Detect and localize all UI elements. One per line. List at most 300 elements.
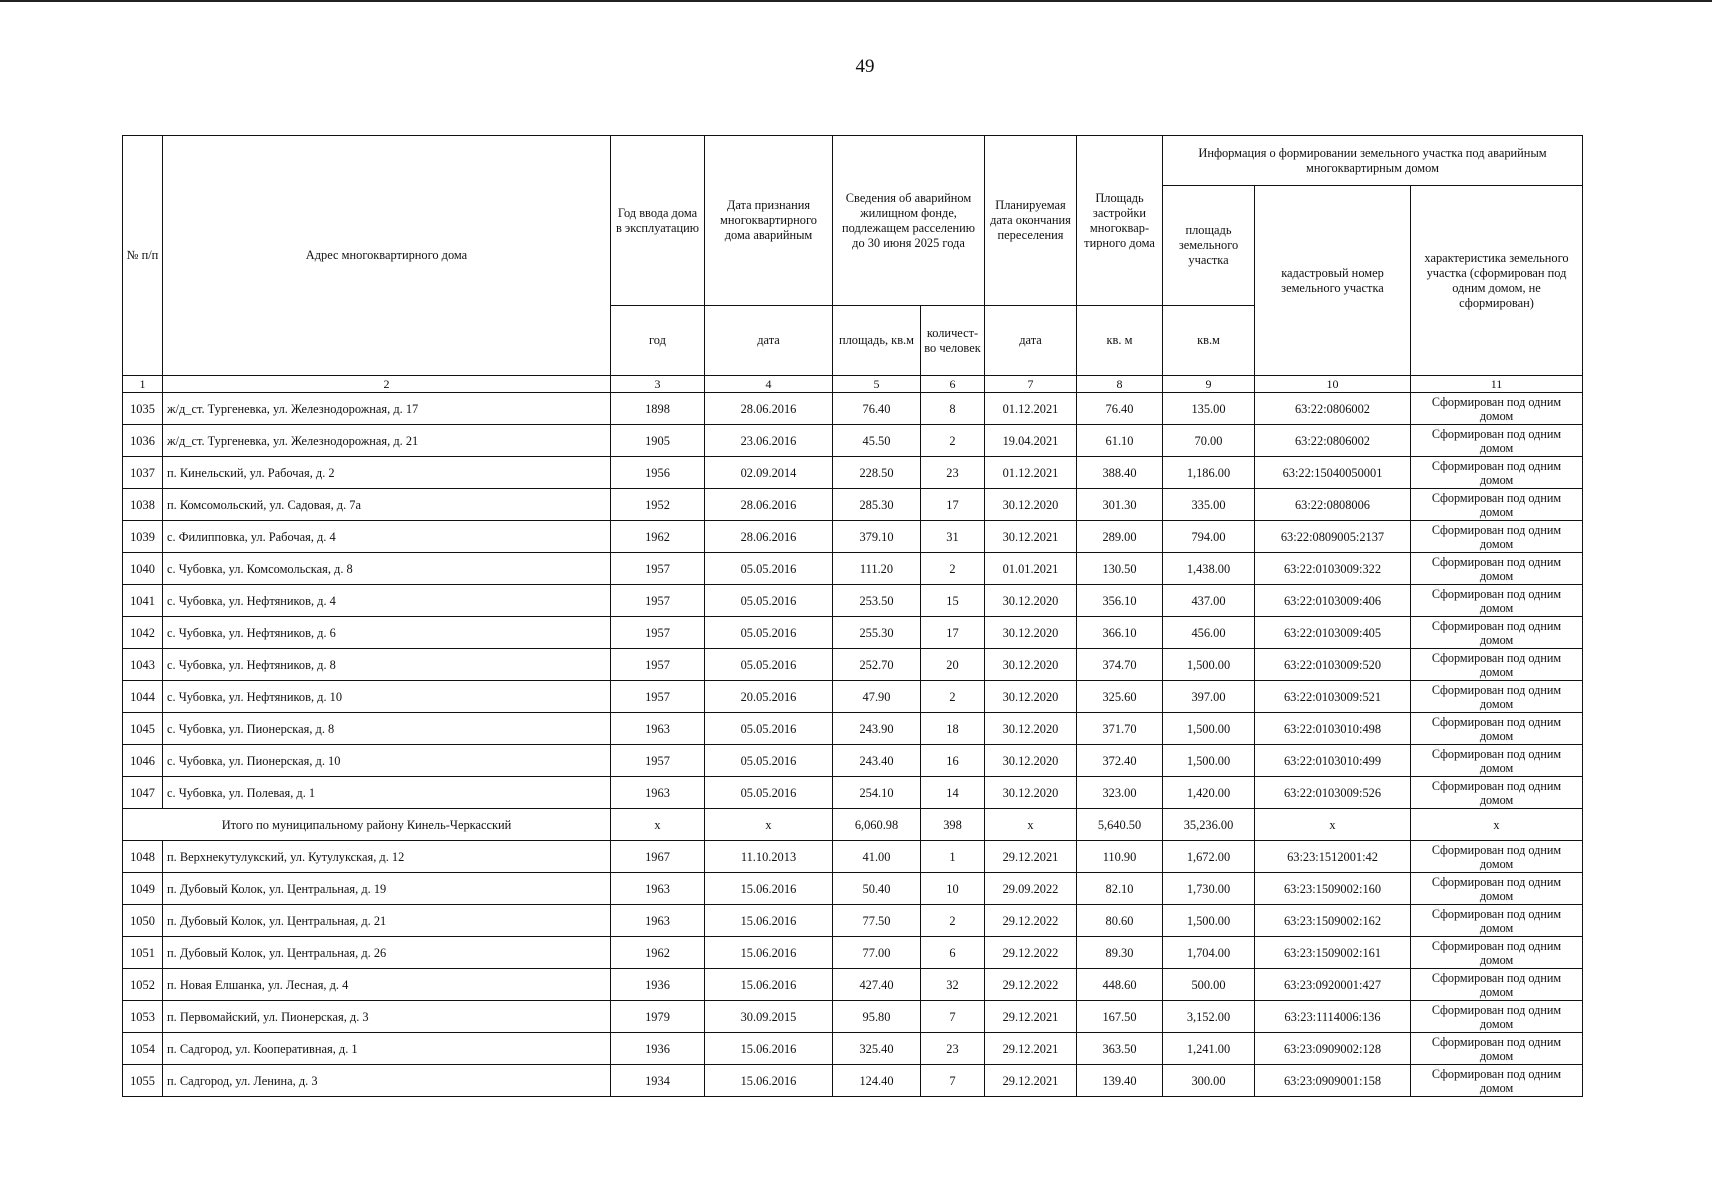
cell-land-area: 397.00 bbox=[1163, 681, 1255, 713]
cell-building-area: 366.10 bbox=[1077, 617, 1163, 649]
cell-npp: 1040 bbox=[123, 553, 163, 585]
characteristic-line: Сформирован под одним bbox=[1431, 522, 1562, 537]
characteristic-line: домом bbox=[1479, 408, 1514, 423]
cell-planned-date: 30.12.2020 bbox=[985, 745, 1077, 777]
cell-address: п. Верхнекутулукский, ул. Кутулукская, д. 12 bbox=[163, 841, 611, 873]
cell-people: 31 bbox=[921, 521, 985, 553]
cell-recognition-date: 28.06.2016 bbox=[705, 393, 833, 425]
column-number: 11 bbox=[1411, 376, 1583, 393]
table-row bbox=[123, 681, 1583, 713]
cell-land-area: 500.00 bbox=[1163, 969, 1255, 1001]
header-planned-date: Планируемая дата окончания переселения bbox=[985, 136, 1077, 306]
header-recognition-date: Дата признания многоквартирного дома аварийным bbox=[705, 136, 833, 306]
cell-land-characteristic bbox=[1411, 489, 1583, 521]
cell-building-area: 388.40 bbox=[1077, 457, 1163, 489]
table-row bbox=[123, 1065, 1583, 1097]
cell-land-characteristic bbox=[1411, 841, 1583, 873]
cell-building-area: 325.60 bbox=[1077, 681, 1163, 713]
cell-recognition-date: 05.05.2016 bbox=[705, 745, 833, 777]
characteristic-line: Сформирован под одним bbox=[1431, 938, 1562, 953]
cell-land-area: 794.00 bbox=[1163, 521, 1255, 553]
cell-cadastral: 63:22:0806002 bbox=[1255, 393, 1411, 425]
column-number: 7 bbox=[985, 376, 1077, 393]
characteristic-line: домом bbox=[1479, 632, 1514, 647]
total-row bbox=[123, 809, 1583, 841]
cell-planned-date: 01.12.2021 bbox=[985, 457, 1077, 489]
cell-building-area: 371.70 bbox=[1077, 713, 1163, 745]
cell-recognition-date: 15.06.2016 bbox=[705, 905, 833, 937]
cell-land-characteristic bbox=[1411, 425, 1583, 457]
column-number: 6 bbox=[921, 376, 985, 393]
characteristic-line: Сформирован под одним bbox=[1431, 1034, 1562, 1049]
unit-planned-date: дата bbox=[985, 306, 1077, 376]
total-year: x bbox=[611, 809, 705, 841]
total-label: Итого по муниципальному району Кинель-Черкасский bbox=[123, 809, 611, 841]
cell-npp: 1054 bbox=[123, 1033, 163, 1065]
cell-land-characteristic bbox=[1411, 553, 1583, 585]
cell-planned-date: 01.01.2021 bbox=[985, 553, 1077, 585]
total-planned: x bbox=[985, 809, 1077, 841]
table-row bbox=[123, 649, 1583, 681]
column-number-row bbox=[123, 376, 1583, 393]
registry-rows bbox=[123, 393, 1583, 1097]
cell-land-area: 3,152.00 bbox=[1163, 1001, 1255, 1033]
cell-year: 1898 bbox=[611, 393, 705, 425]
cell-land-area: 437.00 bbox=[1163, 585, 1255, 617]
table-row bbox=[123, 489, 1583, 521]
characteristic-line: домом bbox=[1479, 952, 1514, 967]
cell-area: 41.00 bbox=[833, 841, 921, 873]
column-number: 2 bbox=[163, 376, 611, 393]
cell-planned-date: 29.12.2022 bbox=[985, 969, 1077, 1001]
cell-planned-date: 30.12.2020 bbox=[985, 617, 1077, 649]
header-building-area: Площадь застройки многоквар-тирного дома bbox=[1077, 136, 1163, 306]
cell-npp: 1053 bbox=[123, 1001, 163, 1033]
cell-year: 1963 bbox=[611, 777, 705, 809]
column-number: 9 bbox=[1163, 376, 1255, 393]
cell-area: 243.90 bbox=[833, 713, 921, 745]
cell-building-area: 448.60 bbox=[1077, 969, 1163, 1001]
cell-land-area: 1,500.00 bbox=[1163, 713, 1255, 745]
cell-planned-date: 30.12.2020 bbox=[985, 489, 1077, 521]
cell-cadastral: 63:22:0103009:520 bbox=[1255, 649, 1411, 681]
cell-npp: 1050 bbox=[123, 905, 163, 937]
cell-year: 1962 bbox=[611, 521, 705, 553]
characteristic-line: Сформирован под одним bbox=[1431, 618, 1562, 633]
cell-cadastral: 63:22:0103009:526 bbox=[1255, 777, 1411, 809]
cell-land-characteristic bbox=[1411, 777, 1583, 809]
cell-building-area: 363.50 bbox=[1077, 1033, 1163, 1065]
characteristic-line: Сформирован под одним bbox=[1431, 714, 1562, 729]
characteristic-line: Сформирован под одним bbox=[1431, 490, 1562, 505]
cell-cadastral: 63:23:1512001:42 bbox=[1255, 841, 1411, 873]
cell-land-characteristic bbox=[1411, 649, 1583, 681]
cell-year: 1957 bbox=[611, 681, 705, 713]
cell-cadastral: 63:22:0103009:406 bbox=[1255, 585, 1411, 617]
total-area: 6,060.98 bbox=[833, 809, 921, 841]
cell-land-area: 135.00 bbox=[1163, 393, 1255, 425]
cell-land-characteristic bbox=[1411, 873, 1583, 905]
table-row bbox=[123, 777, 1583, 809]
characteristic-line: домом bbox=[1479, 1016, 1514, 1031]
cell-year: 1936 bbox=[611, 969, 705, 1001]
cell-recognition-date: 05.05.2016 bbox=[705, 777, 833, 809]
characteristic-line: Сформирован под одним bbox=[1431, 874, 1562, 889]
cell-area: 50.40 bbox=[833, 873, 921, 905]
header-year: Год ввода дома в эксплуатацию bbox=[611, 136, 705, 306]
cell-cadastral: 63:23:0909002:128 bbox=[1255, 1033, 1411, 1065]
column-number: 3 bbox=[611, 376, 705, 393]
column-number: 4 bbox=[705, 376, 833, 393]
cell-address: ж/д_ст. Тургеневка, ул. Железнодорожная, д. 17 bbox=[163, 393, 611, 425]
cell-cadastral: 63:22:0103010:499 bbox=[1255, 745, 1411, 777]
cell-land-characteristic bbox=[1411, 1001, 1583, 1033]
cell-cadastral: 63:22:15040050001 bbox=[1255, 457, 1411, 489]
cell-address: п. Садгород, ул. Кооперативная, д. 1 bbox=[163, 1033, 611, 1065]
total-people: 398 bbox=[921, 809, 985, 841]
cell-land-characteristic bbox=[1411, 1033, 1583, 1065]
header-fund-info: Сведения об аварийном жилищном фонде, подлежащем расселению до 30 июня 2025 года bbox=[833, 136, 985, 306]
cell-people: 2 bbox=[921, 553, 985, 585]
characteristic-line: домом bbox=[1479, 536, 1514, 551]
cell-planned-date: 29.12.2022 bbox=[985, 937, 1077, 969]
cell-recognition-date: 05.05.2016 bbox=[705, 617, 833, 649]
characteristic-line: домом bbox=[1479, 1048, 1514, 1063]
cell-address: п. Дубовый Колок, ул. Центральная, д. 21 bbox=[163, 905, 611, 937]
cell-land-area: 1,730.00 bbox=[1163, 873, 1255, 905]
header-cadastral: кадастровый номер земельного участка bbox=[1255, 186, 1411, 376]
cell-people: 20 bbox=[921, 649, 985, 681]
characteristic-line: Сформирован под одним bbox=[1431, 778, 1562, 793]
cell-area: 76.40 bbox=[833, 393, 921, 425]
cell-recognition-date: 30.09.2015 bbox=[705, 1001, 833, 1033]
cell-area: 255.30 bbox=[833, 617, 921, 649]
cell-planned-date: 30.12.2020 bbox=[985, 777, 1077, 809]
cell-land-area: 456.00 bbox=[1163, 617, 1255, 649]
table-row bbox=[123, 393, 1583, 425]
cell-address: п. Комсомольский, ул. Садовая, д. 7а bbox=[163, 489, 611, 521]
characteristic-line: Сформирован под одним bbox=[1431, 426, 1562, 441]
cell-address: п. Садгород, ул. Ленина, д. 3 bbox=[163, 1065, 611, 1097]
cell-year: 1962 bbox=[611, 937, 705, 969]
cell-land-characteristic bbox=[1411, 585, 1583, 617]
cell-year: 1957 bbox=[611, 649, 705, 681]
cell-recognition-date: 23.06.2016 bbox=[705, 425, 833, 457]
cell-address: с. Чубовка, ул. Пионерская, д. 8 bbox=[163, 713, 611, 745]
cell-land-characteristic bbox=[1411, 1065, 1583, 1097]
cell-npp: 1036 bbox=[123, 425, 163, 457]
cell-address: с. Чубовка, ул. Нефтяников, д. 8 bbox=[163, 649, 611, 681]
cell-area: 95.80 bbox=[833, 1001, 921, 1033]
characteristic-line: домом bbox=[1479, 600, 1514, 615]
cell-building-area: 80.60 bbox=[1077, 905, 1163, 937]
cell-people: 18 bbox=[921, 713, 985, 745]
header-land-area: площадь земельного участка bbox=[1163, 186, 1255, 306]
characteristic-line: домом bbox=[1479, 696, 1514, 711]
characteristic-line: домом bbox=[1479, 568, 1514, 583]
cell-area: 427.40 bbox=[833, 969, 921, 1001]
header-land-characteristic: характеристика земельного участка (сформирован под одним домом, не сформирован) bbox=[1411, 186, 1583, 376]
cell-npp: 1048 bbox=[123, 841, 163, 873]
cell-recognition-date: 11.10.2013 bbox=[705, 841, 833, 873]
cell-building-area: 372.40 bbox=[1077, 745, 1163, 777]
cell-building-area: 89.30 bbox=[1077, 937, 1163, 969]
cell-land-area: 1,500.00 bbox=[1163, 649, 1255, 681]
cell-people: 6 bbox=[921, 937, 985, 969]
cell-planned-date: 29.09.2022 bbox=[985, 873, 1077, 905]
cell-planned-date: 30.12.2020 bbox=[985, 713, 1077, 745]
cell-cadastral: 63:22:0103009:322 bbox=[1255, 553, 1411, 585]
cell-building-area: 356.10 bbox=[1077, 585, 1163, 617]
table-row bbox=[123, 425, 1583, 457]
cell-area: 253.50 bbox=[833, 585, 921, 617]
cell-land-area: 1,186.00 bbox=[1163, 457, 1255, 489]
cell-land-characteristic bbox=[1411, 905, 1583, 937]
cell-planned-date: 29.12.2021 bbox=[985, 1001, 1077, 1033]
cell-year: 1957 bbox=[611, 553, 705, 585]
column-number: 1 bbox=[123, 376, 163, 393]
cell-npp: 1035 bbox=[123, 393, 163, 425]
cell-people: 8 bbox=[921, 393, 985, 425]
housing-registry-table bbox=[122, 135, 1583, 1097]
cell-planned-date: 29.12.2021 bbox=[985, 841, 1077, 873]
cell-land-area: 300.00 bbox=[1163, 1065, 1255, 1097]
table-row bbox=[123, 585, 1583, 617]
header-npp: № п/п bbox=[123, 136, 163, 376]
characteristic-line: Сформирован под одним bbox=[1431, 554, 1562, 569]
cell-building-area: 82.10 bbox=[1077, 873, 1163, 905]
cell-npp: 1046 bbox=[123, 745, 163, 777]
cell-people: 23 bbox=[921, 457, 985, 489]
cell-npp: 1055 bbox=[123, 1065, 163, 1097]
characteristic-line: Сформирован под одним bbox=[1431, 842, 1562, 857]
cell-area: 45.50 bbox=[833, 425, 921, 457]
cell-area: 254.10 bbox=[833, 777, 921, 809]
unit-people: количест-во человек bbox=[921, 306, 985, 376]
cell-land-area: 1,500.00 bbox=[1163, 745, 1255, 777]
cell-recognition-date: 05.05.2016 bbox=[705, 713, 833, 745]
cell-land-area: 1,672.00 bbox=[1163, 841, 1255, 873]
unit-building-area: кв. м bbox=[1077, 306, 1163, 376]
table-row bbox=[123, 1033, 1583, 1065]
cell-land-area: 70.00 bbox=[1163, 425, 1255, 457]
cell-land-area: 1,500.00 bbox=[1163, 905, 1255, 937]
cell-recognition-date: 28.06.2016 bbox=[705, 489, 833, 521]
cell-npp: 1037 bbox=[123, 457, 163, 489]
characteristic-line: Сформирован под одним bbox=[1431, 682, 1562, 697]
cell-recognition-date: 15.06.2016 bbox=[705, 1065, 833, 1097]
table-row bbox=[123, 1001, 1583, 1033]
cell-cadastral: 63:23:0920001:427 bbox=[1255, 969, 1411, 1001]
cell-address: с. Чубовка, ул. Пионерская, д. 10 bbox=[163, 745, 611, 777]
cell-recognition-date: 15.06.2016 bbox=[705, 969, 833, 1001]
cell-address: с. Чубовка, ул. Нефтяников, д. 4 bbox=[163, 585, 611, 617]
cell-year: 1957 bbox=[611, 617, 705, 649]
cell-people: 7 bbox=[921, 1001, 985, 1033]
cell-building-area: 301.30 bbox=[1077, 489, 1163, 521]
cell-recognition-date: 05.05.2016 bbox=[705, 649, 833, 681]
cell-year: 1952 bbox=[611, 489, 705, 521]
table-row bbox=[123, 617, 1583, 649]
cell-recognition-date: 05.05.2016 bbox=[705, 553, 833, 585]
column-number: 5 bbox=[833, 376, 921, 393]
cell-people: 2 bbox=[921, 681, 985, 713]
cell-recognition-date: 28.06.2016 bbox=[705, 521, 833, 553]
characteristic-line: Сформирован под одним bbox=[1431, 746, 1562, 761]
cell-area: 325.40 bbox=[833, 1033, 921, 1065]
cell-building-area: 76.40 bbox=[1077, 393, 1163, 425]
total-char: x bbox=[1411, 809, 1583, 841]
characteristic-line: домом bbox=[1479, 728, 1514, 743]
cell-building-area: 289.00 bbox=[1077, 521, 1163, 553]
cell-building-area: 323.00 bbox=[1077, 777, 1163, 809]
cell-people: 16 bbox=[921, 745, 985, 777]
cell-year: 1936 bbox=[611, 1033, 705, 1065]
cell-cadastral: 63:22:0808006 bbox=[1255, 489, 1411, 521]
cell-cadastral: 63:22:0103009:521 bbox=[1255, 681, 1411, 713]
cell-people: 2 bbox=[921, 425, 985, 457]
cell-area: 124.40 bbox=[833, 1065, 921, 1097]
cell-year: 1957 bbox=[611, 585, 705, 617]
cell-people: 14 bbox=[921, 777, 985, 809]
cell-area: 228.50 bbox=[833, 457, 921, 489]
cell-cadastral: 63:23:1114006:136 bbox=[1255, 1001, 1411, 1033]
cell-npp: 1043 bbox=[123, 649, 163, 681]
characteristic-line: Сформирован под одним bbox=[1431, 650, 1562, 665]
cell-cadastral: 63:22:0103009:405 bbox=[1255, 617, 1411, 649]
cell-area: 111.20 bbox=[833, 553, 921, 585]
cell-address: с. Филипповка, ул. Рабочая, д. 4 bbox=[163, 521, 611, 553]
cell-year: 1934 bbox=[611, 1065, 705, 1097]
cell-npp: 1044 bbox=[123, 681, 163, 713]
cell-cadastral: 63:23:1509002:161 bbox=[1255, 937, 1411, 969]
cell-planned-date: 30.12.2021 bbox=[985, 521, 1077, 553]
characteristic-line: домом bbox=[1479, 504, 1514, 519]
cell-people: 17 bbox=[921, 617, 985, 649]
cell-year: 1963 bbox=[611, 873, 705, 905]
cell-planned-date: 19.04.2021 bbox=[985, 425, 1077, 457]
cell-cadastral: 63:22:0103010:498 bbox=[1255, 713, 1411, 745]
cell-building-area: 167.50 bbox=[1077, 1001, 1163, 1033]
unit-date: дата bbox=[705, 306, 833, 376]
cell-recognition-date: 15.06.2016 bbox=[705, 873, 833, 905]
cell-area: 379.10 bbox=[833, 521, 921, 553]
cell-address: п. Первомайский, ул. Пионерская, д. 3 bbox=[163, 1001, 611, 1033]
characteristic-line: домом bbox=[1479, 920, 1514, 935]
characteristic-line: домом bbox=[1479, 1080, 1514, 1095]
cell-building-area: 130.50 bbox=[1077, 553, 1163, 585]
characteristic-line: домом bbox=[1479, 664, 1514, 679]
cell-recognition-date: 05.05.2016 bbox=[705, 585, 833, 617]
cell-land-characteristic bbox=[1411, 937, 1583, 969]
cell-recognition-date: 02.09.2014 bbox=[705, 457, 833, 489]
cell-area: 77.00 bbox=[833, 937, 921, 969]
cell-address: п. Дубовый Колок, ул. Центральная, д. 19 bbox=[163, 873, 611, 905]
cell-address: ж/д_ст. Тургеневка, ул. Железнодорожная, д. 21 bbox=[163, 425, 611, 457]
cell-address: п. Кинельский, ул. Рабочая, д. 2 bbox=[163, 457, 611, 489]
cell-land-characteristic bbox=[1411, 521, 1583, 553]
cell-address: п. Новая Елшанка, ул. Лесная, д. 4 bbox=[163, 969, 611, 1001]
cell-land-characteristic bbox=[1411, 393, 1583, 425]
cell-people: 10 bbox=[921, 873, 985, 905]
cell-planned-date: 29.12.2021 bbox=[985, 1033, 1077, 1065]
cell-building-area: 139.40 bbox=[1077, 1065, 1163, 1097]
page-number: 49 bbox=[855, 56, 875, 77]
total-date: x bbox=[705, 809, 833, 841]
cell-land-area: 1,704.00 bbox=[1163, 937, 1255, 969]
characteristic-line: домом bbox=[1479, 792, 1514, 807]
cell-land-characteristic bbox=[1411, 969, 1583, 1001]
cell-recognition-date: 15.06.2016 bbox=[705, 937, 833, 969]
table-row bbox=[123, 937, 1583, 969]
cell-land-area: 335.00 bbox=[1163, 489, 1255, 521]
table-row bbox=[123, 745, 1583, 777]
cell-area: 243.40 bbox=[833, 745, 921, 777]
cell-planned-date: 30.12.2020 bbox=[985, 649, 1077, 681]
cell-npp: 1041 bbox=[123, 585, 163, 617]
cell-address: с. Чубовка, ул. Нефтяников, д. 10 bbox=[163, 681, 611, 713]
cell-npp: 1039 bbox=[123, 521, 163, 553]
table-row bbox=[123, 969, 1583, 1001]
header-address: Адрес многоквартирного дома bbox=[163, 136, 611, 376]
characteristic-line: домом bbox=[1479, 856, 1514, 871]
table-row bbox=[123, 841, 1583, 873]
cell-land-characteristic bbox=[1411, 617, 1583, 649]
column-number: 8 bbox=[1077, 376, 1163, 393]
header-land-info: Информация о формировании земельного участка под аварийным многоквартирным домом bbox=[1163, 136, 1583, 186]
cell-land-area: 1,438.00 bbox=[1163, 553, 1255, 585]
cell-building-area: 374.70 bbox=[1077, 649, 1163, 681]
cell-area: 252.70 bbox=[833, 649, 921, 681]
total-land: 35,236.00 bbox=[1163, 809, 1255, 841]
cell-cadastral: 63:22:0809005:2137 bbox=[1255, 521, 1411, 553]
cell-area: 47.90 bbox=[833, 681, 921, 713]
cell-people: 15 bbox=[921, 585, 985, 617]
cell-planned-date: 30.12.2020 bbox=[985, 681, 1077, 713]
cell-cadastral: 63:22:0806002 bbox=[1255, 425, 1411, 457]
cell-cadastral: 63:23:1509002:162 bbox=[1255, 905, 1411, 937]
characteristic-line: Сформирован под одним bbox=[1431, 1002, 1562, 1017]
cell-land-characteristic bbox=[1411, 681, 1583, 713]
unit-area: площадь, кв.м bbox=[833, 306, 921, 376]
cell-address: с. Чубовка, ул. Комсомольская, д. 8 bbox=[163, 553, 611, 585]
cell-land-characteristic bbox=[1411, 745, 1583, 777]
characteristic-line: Сформирован под одним bbox=[1431, 586, 1562, 601]
cell-address: с. Чубовка, ул. Нефтяников, д. 6 bbox=[163, 617, 611, 649]
cell-planned-date: 29.12.2021 bbox=[985, 1065, 1077, 1097]
characteristic-line: Сформирован под одним bbox=[1431, 458, 1562, 473]
cell-people: 32 bbox=[921, 969, 985, 1001]
total-build: 5,640.50 bbox=[1077, 809, 1163, 841]
cell-cadastral: 63:23:1509002:160 bbox=[1255, 873, 1411, 905]
cell-year: 1905 bbox=[611, 425, 705, 457]
cell-land-area: 1,241.00 bbox=[1163, 1033, 1255, 1065]
characteristic-line: домом bbox=[1479, 472, 1514, 487]
cell-planned-date: 01.12.2021 bbox=[985, 393, 1077, 425]
table-row bbox=[123, 521, 1583, 553]
cell-address: п. Дубовый Колок, ул. Центральная, д. 26 bbox=[163, 937, 611, 969]
cell-area: 77.50 bbox=[833, 905, 921, 937]
cell-year: 1979 bbox=[611, 1001, 705, 1033]
table-row bbox=[123, 873, 1583, 905]
cell-planned-date: 30.12.2020 bbox=[985, 585, 1077, 617]
characteristic-line: Сформирован под одним bbox=[1431, 394, 1562, 409]
cell-cadastral: 63:23:0909001:158 bbox=[1255, 1065, 1411, 1097]
cell-year: 1957 bbox=[611, 745, 705, 777]
characteristic-line: домом bbox=[1479, 984, 1514, 999]
cell-npp: 1045 bbox=[123, 713, 163, 745]
characteristic-line: домом bbox=[1479, 760, 1514, 775]
